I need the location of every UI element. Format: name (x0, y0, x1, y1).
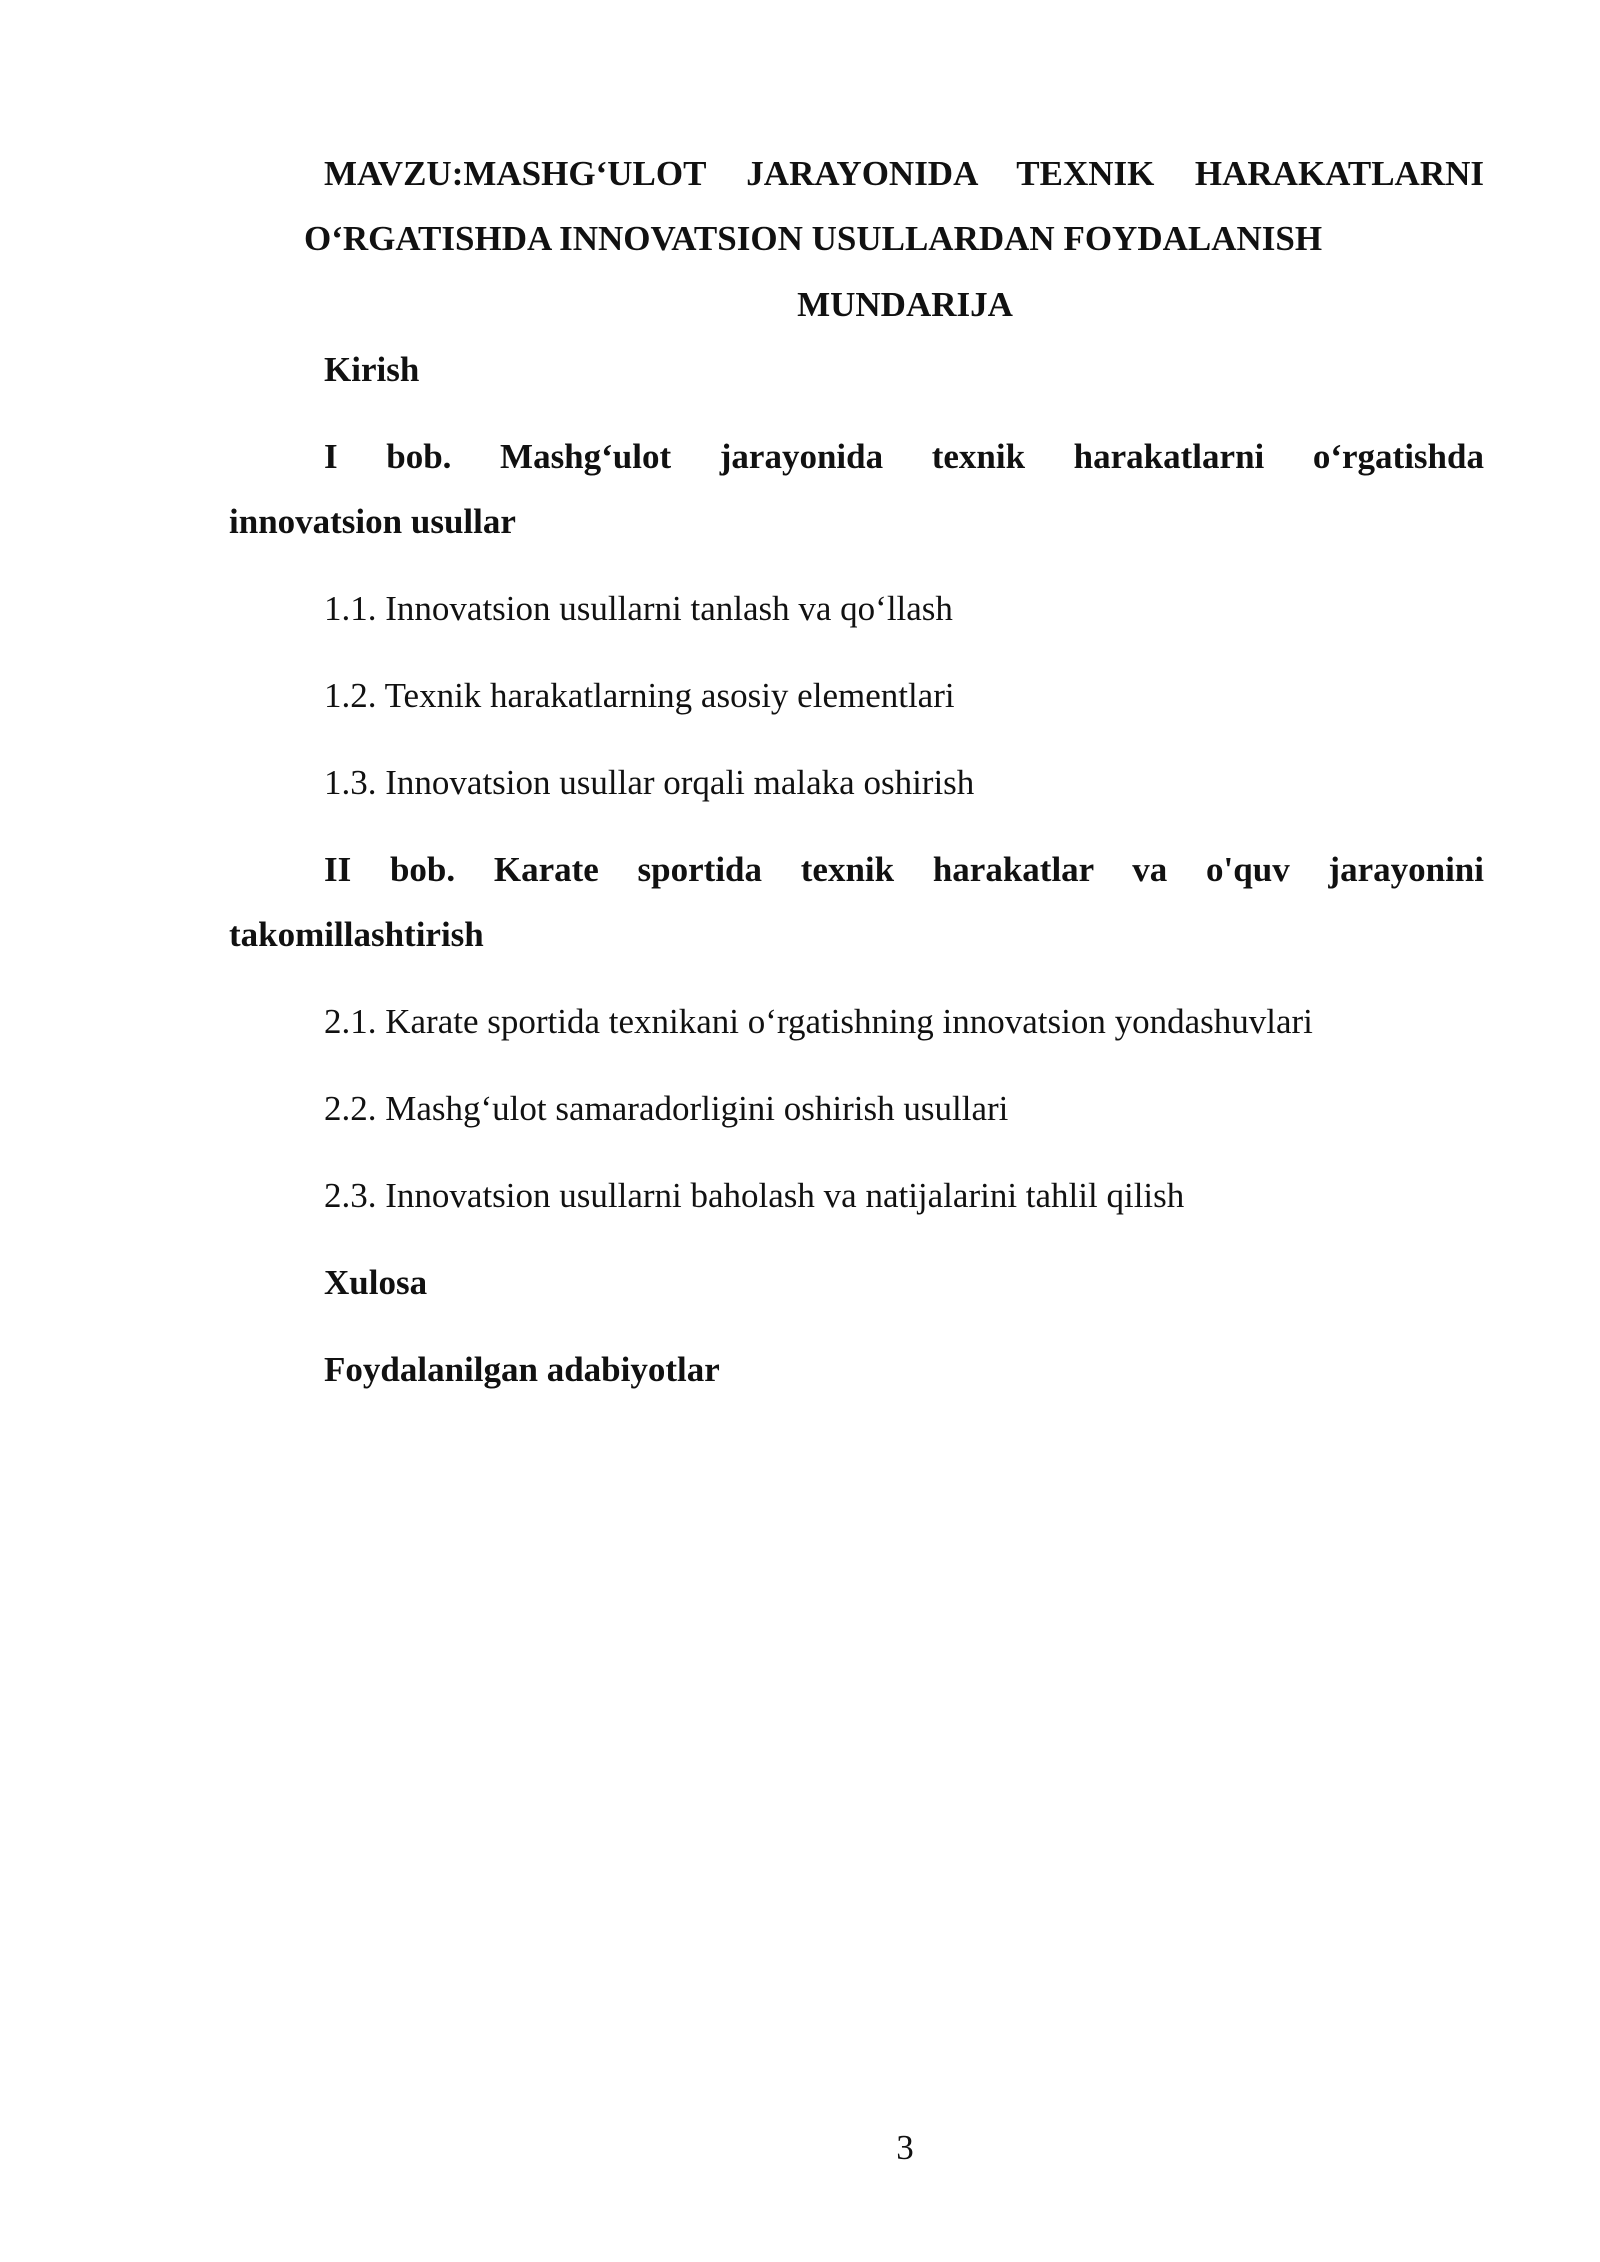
toc-section-1-2: 1.2. Texnik harakatlarning asosiy elementlari (324, 676, 955, 715)
toc-section-2-3: 2.3. Innovatsion usullarni baholash va natijalarini tahlil qilish (324, 1176, 1185, 1215)
page-number: 3 (896, 2128, 914, 2167)
document-title-line-2: O‘RGATISHDA INNOVATSION USULLARDAN FOYDALANISH (304, 219, 1323, 258)
toc-section-2-2: 2.2. Mashg‘ulot samaradorligini oshirish usullari (324, 1089, 1009, 1128)
toc-entry-intro: Kirish (324, 350, 420, 389)
toc-chapter-2-line-2: takomillashtirish (229, 915, 484, 954)
toc-chapter-1-line-2: innovatsion usullar (229, 502, 516, 541)
toc-section-1-3: 1.3. Innovatsion usullar orqali malaka oshirish (324, 763, 975, 802)
toc-chapter-1-line-1: I bob. Mashg‘ulot jarayonida texnik harakatlarni o‘rgatishda (324, 437, 1484, 476)
toc-chapter-2-line-1: II bob. Karate sportida texnik harakatlar va o'quv jarayonini (324, 850, 1484, 889)
toc-section-2-1: 2.1. Karate sportida texnikani o‘rgatishning innovatsion yondashuvlari (324, 1002, 1313, 1041)
toc-section-1-1: 1.1. Innovatsion usullarni tanlash va qo‘llash (324, 589, 953, 628)
document-title-line-1: MAVZU:MASHG‘ULOT JARAYONIDA TEXNIK HARAKATLARNI (324, 154, 1484, 193)
toc-entry-conclusion: Xulosa (324, 1263, 428, 1302)
contents-heading: MUNDARIJA (797, 285, 1013, 324)
toc-entry-references: Foydalanilgan adabiyotlar (324, 1350, 720, 1389)
